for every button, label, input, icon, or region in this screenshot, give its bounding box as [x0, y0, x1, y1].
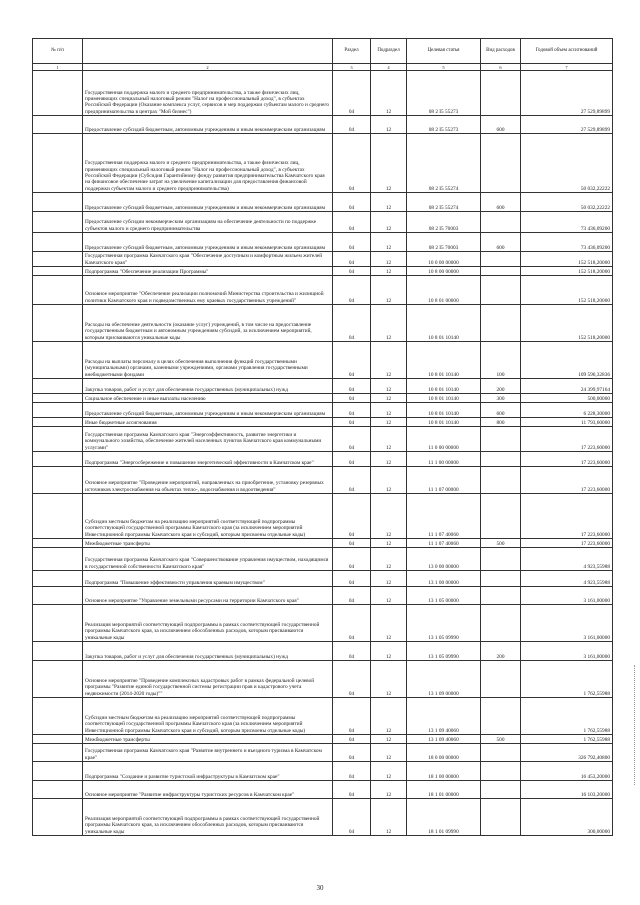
row-name-cell: Государственная программа Камчатского края "Обеспечение доступным и комфортным жильем жителей Камчатского края" — [83, 252, 333, 267]
col-number: 2 — [83, 64, 333, 71]
table-row — [33, 116, 613, 134]
row-number-cell — [33, 744, 83, 762]
row-vid-cell — [481, 494, 521, 539]
row-name-cell: Реализация мероприятий соответствующей подпрограммы в рамках соответствующей государственной программы Камчатского края, за исключением обособленных расходов, которым присваиваются уникальные коды — [83, 605, 333, 642]
row-number-cell — [33, 71, 83, 116]
row-amount-cell: 4 923,55988 — [521, 548, 613, 571]
table-row — [33, 252, 613, 267]
row-code-cell: 10 8 01 10140 — [407, 403, 481, 418]
row-amount-cell: 50 032,22222 — [521, 134, 613, 193]
row-number-cell — [33, 233, 83, 252]
row-name-cell: Субсидии местным бюджетам на реализацию мероприятий соответствующей подпрограммы соответствующей государственной программы Камчатского края (за исключением мероприятий Инвестиционной программы Камчатского края и субсидий, которым присвоены отдельные коды) — [83, 698, 333, 735]
table-row — [33, 642, 613, 661]
row-amount-cell: 1 762,55988 — [521, 735, 613, 744]
row-razdel-cell: 04 — [333, 642, 371, 661]
row-code-cell: 08 2 I5 55273 — [407, 116, 481, 134]
row-amount-cell: 3 161,00000 — [521, 605, 613, 642]
row-razdel-cell: 04 — [333, 403, 371, 418]
row-vid-cell: 800 — [481, 418, 521, 427]
table-row — [33, 71, 613, 116]
table-row — [33, 571, 613, 587]
row-number-cell — [33, 193, 83, 212]
table-row — [33, 799, 613, 836]
row-razdel-cell: 04 — [333, 762, 371, 781]
row-razdel-cell: 04 — [333, 494, 371, 539]
row-vid-cell — [481, 548, 521, 571]
row-vid-cell — [481, 661, 521, 698]
row-code-cell: 13 0 00 00000 — [407, 548, 481, 571]
row-number-cell — [33, 305, 83, 342]
col-number: 4 — [371, 64, 407, 71]
row-podrazdel-cell: 12 — [371, 233, 407, 252]
row-podrazdel-cell: 12 — [371, 548, 407, 571]
col-number: 3 — [333, 64, 371, 71]
table-row — [33, 452, 613, 467]
row-name-cell: Межбюджетные трансферты — [83, 735, 333, 744]
table-row — [33, 276, 613, 305]
row-code-cell: 13 1 09 00000 — [407, 661, 481, 698]
row-code-cell: 10 8 01 10140 — [407, 418, 481, 427]
row-amount-cell: 152 518,20000 — [521, 276, 613, 305]
budget-sheet — [32, 38, 612, 836]
column-number-row — [33, 64, 613, 71]
row-podrazdel-cell: 12 — [371, 71, 407, 116]
row-podrazdel-cell: 12 — [371, 193, 407, 212]
row-code-cell: 13 1 05 09990 — [407, 642, 481, 661]
row-code-cell: 08 2 I5 55274 — [407, 193, 481, 212]
col-number: 1 — [33, 64, 83, 71]
row-vid-cell: 200 — [481, 642, 521, 661]
row-number-cell — [33, 735, 83, 744]
row-vid-cell: 100 — [481, 342, 521, 379]
row-vid-cell — [481, 276, 521, 305]
row-amount-cell: 17 223,60000 — [521, 452, 613, 467]
row-name-cell: Подпрограмма "Создание и развитие туристской инфраструктуры в Камчатском крае" — [83, 762, 333, 781]
row-name-cell: Предоставление субсидий бюджетным, автономным учреждениям и иным некоммерческим организациям — [83, 193, 333, 212]
row-podrazdel-cell: 12 — [371, 394, 407, 403]
row-amount-cell: 73 436,09200 — [521, 233, 613, 252]
row-name-cell: Реализация мероприятий соответствующей подпрограммы в рамках соответствующей государственной программы Камчатского края, за исключением обособленных расходов, которым присваиваются уникальные коды — [83, 799, 333, 836]
row-vid-cell: 600 — [481, 193, 521, 212]
col-header-num: № п/п — [33, 39, 83, 64]
row-name-cell: Предоставление субсидий бюджетным, автономным учреждениям и иным некоммерческим организациям — [83, 233, 333, 252]
row-number-cell — [33, 267, 83, 276]
row-name-cell: Предоставление субсидий бюджетным, автономным учреждениям и иным некоммерческим организациям — [83, 403, 333, 418]
table-row — [33, 233, 613, 252]
table-row — [33, 548, 613, 571]
row-podrazdel-cell: 12 — [371, 418, 407, 427]
row-vid-cell — [481, 698, 521, 735]
row-number-cell — [33, 134, 83, 193]
table-row — [33, 744, 613, 762]
row-razdel-cell: 04 — [333, 467, 371, 494]
row-podrazdel-cell: 12 — [371, 587, 407, 605]
row-amount-cell: 152 518,20000 — [521, 252, 613, 267]
row-amount-cell: 11 793,60000 — [521, 418, 613, 427]
row-vid-cell — [481, 212, 521, 233]
row-code-cell: 18 1 01 00000 — [407, 781, 481, 799]
row-podrazdel-cell: 12 — [371, 427, 407, 452]
row-number-cell — [33, 252, 83, 267]
row-podrazdel-cell: 12 — [371, 252, 407, 267]
row-amount-cell: 152 518,20000 — [521, 267, 613, 276]
row-razdel-cell: 04 — [333, 71, 371, 116]
row-razdel-cell: 04 — [333, 342, 371, 379]
row-code-cell: 10 8 01 10140 — [407, 394, 481, 403]
row-razdel-cell: 04 — [333, 799, 371, 836]
row-podrazdel-cell: 12 — [371, 799, 407, 836]
row-razdel-cell: 04 — [333, 452, 371, 467]
table-row — [33, 661, 613, 698]
row-vid-cell: 200 — [481, 379, 521, 394]
table-row — [33, 394, 613, 403]
row-podrazdel-cell: 12 — [371, 403, 407, 418]
row-code-cell: 18 1 00 00000 — [407, 762, 481, 781]
row-number-cell — [33, 548, 83, 571]
row-vid-cell: 600 — [481, 233, 521, 252]
row-name-cell: Иные бюджетные ассигнования — [83, 418, 333, 427]
row-amount-cell: 27 529,89899 — [521, 71, 613, 116]
row-amount-cell: 326 792,40800 — [521, 744, 613, 762]
row-vid-cell — [481, 134, 521, 193]
row-number-cell — [33, 394, 83, 403]
row-podrazdel-cell: 12 — [371, 744, 407, 762]
row-name-cell: Межбюджетные трансферты — [83, 539, 333, 548]
row-podrazdel-cell: 12 — [371, 735, 407, 744]
row-name-cell: Предоставление субсидии некоммерческим организациям на обеспечение деятельности по поддержке субъектов малого и среднего предпринимательства — [83, 212, 333, 233]
row-amount-cell: 3 161,00000 — [521, 642, 613, 661]
row-vid-cell — [481, 762, 521, 781]
col-header-vid: Вид расходов — [481, 39, 521, 64]
row-number-cell — [33, 605, 83, 642]
row-vid-cell — [481, 467, 521, 494]
row-name-cell: Расходы на выплаты персоналу в целях обеспечения выполнения функций государственными (муниципальными) органами, казенными учреждениями, органами управления государственными внебюджетными фондами — [83, 342, 333, 379]
row-podrazdel-cell: 12 — [371, 134, 407, 193]
row-code-cell: 10 0 00 00000 — [407, 252, 481, 267]
row-razdel-cell: 04 — [333, 379, 371, 394]
row-amount-cell: 500,00000 — [521, 394, 613, 403]
row-number-cell — [33, 661, 83, 698]
row-number-cell — [33, 781, 83, 799]
col-number: 5 — [407, 64, 481, 71]
row-amount-cell: 17 223,60000 — [521, 539, 613, 548]
row-name-cell: Государственная поддержка малого и среднего предпринимательства, а также физических лиц, применяющих специальный налоговый режим "Налог на профессиональный доход", в субъектах Российской Федерации (Оказание комплекса услуг, сервисов и мер поддержки субъектам малого и среднего предпринимательства в центрах "Мой бизнес") — [83, 71, 333, 116]
row-name-cell: Основное мероприятие "Проведение мероприятий, направленных на приобретение, установку резервных источников электроснабжения на объектах тепло-, водоснабжения и водоотведения" — [83, 467, 333, 494]
row-razdel-cell: 04 — [333, 735, 371, 744]
row-code-cell: 08 2 I5 55274 — [407, 134, 481, 193]
row-vid-cell: 600 — [481, 403, 521, 418]
row-number-cell — [33, 587, 83, 605]
row-vid-cell — [481, 252, 521, 267]
row-amount-cell: 17 223,60000 — [521, 467, 613, 494]
row-amount-cell: 1 762,55988 — [521, 698, 613, 735]
row-razdel-cell: 04 — [333, 267, 371, 276]
row-vid-cell — [481, 427, 521, 452]
row-razdel-cell: 04 — [333, 212, 371, 233]
table-row — [33, 403, 613, 418]
row-code-cell: 18 0 00 00000 — [407, 744, 481, 762]
row-name-cell: Основное мероприятие "Обеспечение реализации полномочий Министерства строительства и жилищной политики Камчатского края и подведомственных ему краевых государственных учреждений" — [83, 276, 333, 305]
row-number-cell — [33, 379, 83, 394]
row-amount-cell: 6 228,30000 — [521, 403, 613, 418]
row-podrazdel-cell: 12 — [371, 276, 407, 305]
col-header-amount: Годовой объем ассигнований — [521, 39, 613, 64]
row-number-cell — [33, 427, 83, 452]
row-name-cell: Основное мероприятие "Развитие инфраструктуры туристских ресурсов в Камчатском крае" — [83, 781, 333, 799]
row-name-cell: Основное мероприятие "Управление земельными ресурсами на территории Камчатского края" — [83, 587, 333, 605]
row-amount-cell: 4 923,55988 — [521, 571, 613, 587]
col-number: 6 — [481, 64, 521, 71]
row-razdel-cell: 04 — [333, 539, 371, 548]
table-row — [33, 379, 613, 394]
row-number-cell — [33, 276, 83, 305]
row-number-cell — [33, 571, 83, 587]
col-header-razdel: Раздел — [333, 39, 371, 64]
row-number-cell — [33, 212, 83, 233]
col-header-code: Целевая статья — [407, 39, 481, 64]
row-name-cell: Подпрограмма "Обеспечение реализации Программы" — [83, 267, 333, 276]
row-name-cell: Государственная программа Камчатского края "Развитие внутреннего и въездного туризма в Камчатском крае" — [83, 744, 333, 762]
row-razdel-cell: 04 — [333, 661, 371, 698]
row-vid-cell — [481, 587, 521, 605]
row-razdel-cell: 04 — [333, 548, 371, 571]
row-podrazdel-cell: 12 — [371, 781, 407, 799]
row-vid-cell: 300 — [481, 394, 521, 403]
row-razdel-cell: 04 — [333, 193, 371, 212]
row-vid-cell — [481, 452, 521, 467]
row-razdel-cell: 04 — [333, 305, 371, 342]
row-code-cell: 11 0 00 00000 — [407, 427, 481, 452]
row-razdel-cell: 04 — [333, 781, 371, 799]
budget-table — [32, 38, 613, 836]
table-row — [33, 342, 613, 379]
row-amount-cell: 152 518,20000 — [521, 305, 613, 342]
row-razdel-cell: 04 — [333, 571, 371, 587]
page-number: 30 — [316, 884, 324, 892]
margin-mark — [634, 665, 636, 785]
row-number-cell — [33, 403, 83, 418]
row-podrazdel-cell: 12 — [371, 342, 407, 379]
row-number-cell — [33, 642, 83, 661]
row-razdel-cell: 04 — [333, 252, 371, 267]
header-row — [33, 39, 613, 64]
row-code-cell: 10 8 01 10140 — [407, 342, 481, 379]
table-row — [33, 494, 613, 539]
row-number-cell — [33, 494, 83, 539]
row-amount-cell: 1 762,55988 — [521, 661, 613, 698]
row-vid-cell — [481, 267, 521, 276]
row-code-cell: 10 8 01 10140 — [407, 305, 481, 342]
row-vid-cell: 500 — [481, 539, 521, 548]
row-amount-cell: 17 223,60000 — [521, 427, 613, 452]
row-name-cell: Подпрограмма "Энергосбережение и повышение энергетической эффективности в Камчатском крае" — [83, 452, 333, 467]
row-code-cell: 11 1 07 00000 — [407, 467, 481, 494]
table-row — [33, 735, 613, 744]
row-podrazdel-cell: 12 — [371, 571, 407, 587]
row-code-cell: 11 1 07 40060 — [407, 494, 481, 539]
row-number-cell — [33, 467, 83, 494]
row-code-cell: 10 8 01 10140 — [407, 379, 481, 394]
row-podrazdel-cell: 12 — [371, 605, 407, 642]
col-number: 7 — [521, 64, 613, 71]
row-amount-cell: 24 399,97164 — [521, 379, 613, 394]
budget-body — [33, 71, 613, 836]
row-vid-cell — [481, 605, 521, 642]
row-amount-cell: 16 453,20000 — [521, 762, 613, 781]
row-razdel-cell: 04 — [333, 744, 371, 762]
col-header-podrazdel: Подраздел — [371, 39, 407, 64]
table-row — [33, 212, 613, 233]
row-vid-cell — [481, 781, 521, 799]
row-name-cell: Подпрограмма "Повышение эффективности управления краевым имуществом" — [83, 571, 333, 587]
row-name-cell: Социальное обеспечение и иные выплаты населению — [83, 394, 333, 403]
row-vid-cell: 500 — [481, 735, 521, 744]
row-number-cell — [33, 418, 83, 427]
row-vid-cell: 600 — [481, 116, 521, 134]
row-name-cell: Расходы на обеспечение деятельности (оказание услуг) учреждений, в том числе на предоставление государственным бюджетным и автономным учреждениям субсидий, за исключением мероприятий, которым присваиваются уникальные коды — [83, 305, 333, 342]
row-name-cell: Закупка товаров, работ и услуг для обеспечения государственных (муниципальных) нужд — [83, 379, 333, 394]
row-code-cell: 08 2 I5 70003 — [407, 233, 481, 252]
table-row — [33, 193, 613, 212]
row-name-cell: Закупка товаров, работ и услуг для обеспечения государственных (муниципальных) нужд — [83, 642, 333, 661]
table-row — [33, 587, 613, 605]
row-razdel-cell: 04 — [333, 394, 371, 403]
row-amount-cell: 16 103,20000 — [521, 781, 613, 799]
row-name-cell: Предоставление субсидий бюджетным, автономным учреждениям и иным некоммерческим организациям — [83, 116, 333, 134]
col-header-name — [83, 39, 333, 64]
row-code-cell: 11 1 00 00000 — [407, 452, 481, 467]
row-number-cell — [33, 799, 83, 836]
row-amount-cell: 3 161,00000 — [521, 587, 613, 605]
row-vid-cell — [481, 744, 521, 762]
row-code-cell: 10 8 01 00000 — [407, 276, 481, 305]
row-code-cell: 13 1 05 00000 — [407, 587, 481, 605]
row-podrazdel-cell: 12 — [371, 452, 407, 467]
table-row — [33, 267, 613, 276]
row-podrazdel-cell: 12 — [371, 698, 407, 735]
table-row — [33, 427, 613, 452]
table-row — [33, 305, 613, 342]
row-code-cell: 13 1 09 40060 — [407, 698, 481, 735]
row-podrazdel-cell: 12 — [371, 661, 407, 698]
row-number-cell — [33, 762, 83, 781]
row-razdel-cell: 04 — [333, 587, 371, 605]
row-podrazdel-cell: 12 — [371, 494, 407, 539]
table-row — [33, 418, 613, 427]
table-row — [33, 539, 613, 548]
row-podrazdel-cell: 12 — [371, 305, 407, 342]
row-number-cell — [33, 116, 83, 134]
row-number-cell — [33, 342, 83, 379]
row-code-cell: 18 1 01 09990 — [407, 799, 481, 836]
row-number-cell — [33, 539, 83, 548]
row-podrazdel-cell: 12 — [371, 212, 407, 233]
row-number-cell — [33, 698, 83, 735]
table-row — [33, 605, 613, 642]
row-code-cell: 10 8 00 00000 — [407, 267, 481, 276]
row-amount-cell: 27 529,89899 — [521, 116, 613, 134]
row-podrazdel-cell: 12 — [371, 642, 407, 661]
row-amount-cell: 300,00000 — [521, 799, 613, 836]
row-podrazdel-cell: 12 — [371, 539, 407, 548]
row-code-cell: 08 2 I5 70003 — [407, 212, 481, 233]
row-code-cell: 11 1 07 40060 — [407, 539, 481, 548]
row-podrazdel-cell: 12 — [371, 467, 407, 494]
row-code-cell: 13 1 05 09990 — [407, 605, 481, 642]
row-podrazdel-cell: 12 — [371, 762, 407, 781]
table-row — [33, 762, 613, 781]
row-razdel-cell: 04 — [333, 276, 371, 305]
row-razdel-cell: 04 — [333, 605, 371, 642]
row-razdel-cell: 04 — [333, 116, 371, 134]
row-amount-cell: 73 436,09200 — [521, 212, 613, 233]
row-vid-cell — [481, 799, 521, 836]
row-name-cell: Государственная поддержка малого и среднего предпринимательства, а также физических лиц, применяющих специальный налоговый режим "Налог на профессиональный доход", в субъектах Российской Федерации (Субсидия Гарантийному фонду развития предпринимательства Камчатского края на финансовое обеспечение затрат на увеличение капитализации для предоставления финансовой поддержки субъектам малого и среднего предпринимательства) — [83, 134, 333, 193]
table-row — [33, 467, 613, 494]
row-razdel-cell: 04 — [333, 698, 371, 735]
row-code-cell: 08 2 I5 55273 — [407, 71, 481, 116]
row-code-cell: 13 1 09 40060 — [407, 735, 481, 744]
table-row — [33, 781, 613, 799]
table-row — [33, 134, 613, 193]
row-amount-cell: 17 223,60000 — [521, 494, 613, 539]
row-vid-cell — [481, 71, 521, 116]
row-name-cell: Основное мероприятие "Проведение комплексных кадастровых работ в рамках федеральной целевой программы "Развитие единой государственной системы регистрации прав и кадастрового учета недвижимости (2014-2020 годы)"" — [83, 661, 333, 698]
row-vid-cell — [481, 305, 521, 342]
row-name-cell: Государственная программа Камчатского края "Совершенствование управления имуществом, находящимся в государственной собственности Камчатского края" — [83, 548, 333, 571]
row-code-cell: 13 1 00 00000 — [407, 571, 481, 587]
table-row — [33, 698, 613, 735]
row-podrazdel-cell: 12 — [371, 379, 407, 394]
row-amount-cell: 50 032,22222 — [521, 193, 613, 212]
row-vid-cell — [481, 571, 521, 587]
row-podrazdel-cell: 12 — [371, 267, 407, 276]
row-podrazdel-cell: 12 — [371, 116, 407, 134]
row-name-cell: Субсидии местным бюджетам на реализацию мероприятий соответствующей подпрограммы соответствующей государственной программы Камчатского края (за исключением мероприятий Инвестиционной программы Камчатского края и субсидий, которым присвоены отдельные коды) — [83, 494, 333, 539]
row-amount-cell: 109 596,32836 — [521, 342, 613, 379]
row-razdel-cell: 04 — [333, 233, 371, 252]
row-razdel-cell: 04 — [333, 134, 371, 193]
row-name-cell: Государственная программа Камчатского края "Энергоэффективность, развитие энергетики и коммунального хозяйства, обеспечение жителей населенных пунктов Камчатского края коммунальными услугами" — [83, 427, 333, 452]
row-razdel-cell: 04 — [333, 427, 371, 452]
row-number-cell — [33, 452, 83, 467]
row-razdel-cell: 04 — [333, 418, 371, 427]
